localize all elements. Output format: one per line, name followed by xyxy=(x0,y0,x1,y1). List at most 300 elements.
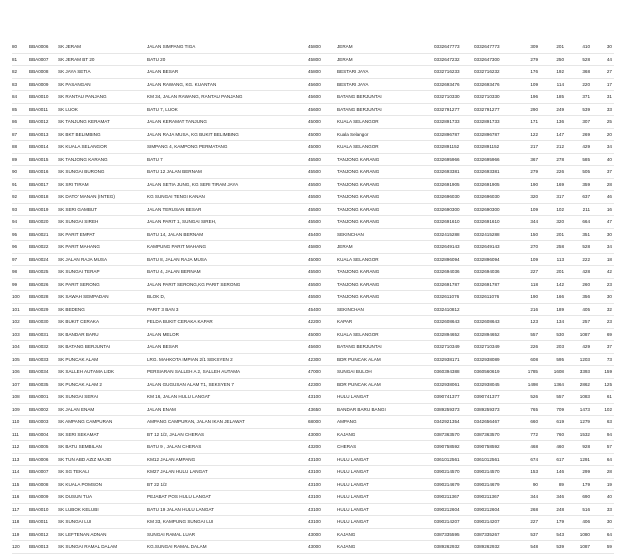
row-number: 84 xyxy=(12,94,18,99)
count-teachers: 18 xyxy=(606,256,612,262)
count-female: 212 xyxy=(556,144,564,149)
city: KUALA SELANGOR xyxy=(337,119,379,124)
postcode: 43100 xyxy=(308,494,321,499)
row-number: 103 xyxy=(12,331,20,337)
count-female: 113 xyxy=(556,256,564,262)
fax-number: 0332690300 xyxy=(474,206,500,212)
school-name: SK KUALA POMSON xyxy=(58,481,102,487)
count-male: 674 xyxy=(530,456,538,462)
school-name: SK AMPANG CAMPURAN xyxy=(58,419,113,424)
count-female: 250 xyxy=(556,56,564,62)
count-teachers: 34 xyxy=(606,144,612,149)
count-total: 211 xyxy=(582,206,590,212)
count-female: 557 xyxy=(556,394,564,399)
fax-number: 0387335267 xyxy=(474,531,500,537)
city: HULU LANGAT xyxy=(337,394,369,399)
count-total: 1291 xyxy=(579,456,590,462)
school-code: BBA0011 xyxy=(29,106,49,112)
count-female: 226 xyxy=(556,169,564,174)
count-teachers: 32 xyxy=(606,306,612,312)
phone-number: 0332694036 xyxy=(434,269,460,274)
count-male: 122 xyxy=(530,131,538,137)
table-row xyxy=(12,241,614,254)
count-total: 516 xyxy=(582,506,590,512)
school-code: BBA0008 xyxy=(29,481,49,487)
count-teachers: 27 xyxy=(606,69,612,74)
count-female: 1364 xyxy=(553,381,564,387)
count-female: 201 xyxy=(556,231,564,237)
count-teachers: 64 xyxy=(606,456,612,462)
fax-number: 0332891733 xyxy=(474,119,500,124)
row-number: 104 xyxy=(12,344,20,349)
fax-number: 0332693381 xyxy=(474,169,500,174)
count-teachers: 61 xyxy=(606,394,612,399)
table-row xyxy=(12,391,614,404)
count-female: 249 xyxy=(556,106,564,112)
fax-number: 0332716232 xyxy=(474,69,500,74)
count-male: 216 xyxy=(530,306,538,312)
fax-number: 0361012561 xyxy=(474,456,500,462)
postcode: 42300 xyxy=(308,381,321,387)
row-number: 116 xyxy=(12,494,20,499)
count-teachers: 44 xyxy=(606,56,612,62)
school-address: BATU 19 JALAN HULU LANGAT xyxy=(147,506,214,512)
postcode: 43200 xyxy=(308,444,321,449)
count-male: 190 xyxy=(530,181,538,187)
school-address: JALAN TERUSAN BESAR xyxy=(147,206,202,212)
fax-number: 0332710349 xyxy=(474,344,500,349)
count-teachers: 23 xyxy=(606,281,612,287)
count-male: 123 xyxy=(530,319,538,324)
postcode: 42200 xyxy=(308,319,321,324)
city: SUNGAI BULOH xyxy=(337,369,372,374)
phone-number: 0332891152 xyxy=(434,144,460,149)
table-row xyxy=(12,366,614,379)
fax-number: 0332415288 xyxy=(474,231,500,237)
city: BATANG BERJUNTAI xyxy=(337,94,382,99)
postcode: 43100 xyxy=(308,519,321,524)
school-code: BBA0011 xyxy=(29,519,49,524)
count-total: 429 xyxy=(582,144,590,149)
row-number: 100 xyxy=(12,294,20,299)
school-name: SK SERI SEKAMAT xyxy=(58,431,100,437)
city: KAJANG xyxy=(337,531,356,537)
school-address: JALAN BESAR xyxy=(147,344,179,349)
count-male: 90 xyxy=(532,481,538,487)
city: HULU LANGAT xyxy=(337,494,369,499)
school-address: KM 34, JALAN RAWANG, RANTAU PANJANG xyxy=(147,94,243,99)
count-male: 227 xyxy=(530,269,538,274)
count-male: 290 xyxy=(530,106,538,112)
city: HULU LANGAT xyxy=(337,506,369,512)
school-code: BBA0015 xyxy=(29,156,49,162)
school-code: BBA0018 xyxy=(29,194,49,199)
count-female: 619 xyxy=(556,419,564,424)
school-name: SK SUNGAI BURONG xyxy=(58,169,105,174)
school-name: SK SUNGAI RAMAL DALAM xyxy=(58,544,118,549)
count-total: 1279 xyxy=(579,419,590,424)
table-row xyxy=(12,416,614,429)
school-code: BBA0012 xyxy=(29,119,49,124)
postcode: 45500 xyxy=(308,181,321,187)
phone-number: 0332896094 xyxy=(434,256,460,262)
count-teachers: 28 xyxy=(606,469,612,474)
count-male: 118 xyxy=(530,281,538,287)
count-male: 270 xyxy=(530,244,538,249)
count-total: 359 xyxy=(582,181,590,187)
postcode: 45400 xyxy=(308,306,321,312)
count-female: 142 xyxy=(556,281,564,287)
count-female: 136 xyxy=(556,119,564,124)
phone-number: 0332716233 xyxy=(434,69,460,74)
school-name: SK RANTAU PANJANG xyxy=(58,94,107,99)
count-male: 320 xyxy=(530,194,538,199)
school-code: BBA0013 xyxy=(29,131,49,137)
school-address: BATU 4, JALAN BERNAM xyxy=(147,269,201,274)
count-male: 309 xyxy=(530,44,538,49)
count-teachers: 30 xyxy=(606,44,612,49)
phone-number: 0332696030 xyxy=(434,194,460,199)
count-total: 637 xyxy=(582,194,590,199)
table-row xyxy=(12,529,614,542)
city: KUALA SELANGOR xyxy=(337,256,379,262)
row-number: 108 xyxy=(12,394,20,399)
school-address: JALAN PARIT 1, SUNGAI SIREH, xyxy=(147,219,217,224)
count-total: 1203 xyxy=(579,356,590,362)
count-total: 1532 xyxy=(579,431,590,437)
postcode: 43100 xyxy=(308,394,321,399)
row-number: 83 xyxy=(12,81,18,87)
table-row xyxy=(12,41,614,54)
school-table xyxy=(12,41,614,554)
school-name: SK TUN ABD AZIZ MAJID xyxy=(58,456,112,462)
postcode: 45800 xyxy=(308,69,321,74)
row-number: 96 xyxy=(12,244,18,249)
phone-number: 0332894652 xyxy=(434,331,460,337)
school-name: SK PUNCAK ALAM 2 xyxy=(58,381,102,387)
school-address: JALAN GUGUSAN ALAM T1, SEKSYEN 7 xyxy=(147,381,234,387)
table-row xyxy=(12,454,614,467)
postcode: 45600 xyxy=(308,94,321,99)
school-name: SK SALLEH AUTAMA LIDK xyxy=(58,369,115,374)
phone-number: 0332938171 xyxy=(434,356,460,362)
fax-number: 0332891152 xyxy=(474,144,500,149)
school-name: SK BUKIT CERAKA xyxy=(58,319,100,324)
phone-number: 0332647773 xyxy=(434,44,460,49)
table-row xyxy=(12,316,614,329)
count-total: 371 xyxy=(582,94,590,99)
count-female: 760 xyxy=(556,431,564,437)
count-teachers: 30 xyxy=(606,519,612,524)
count-total: 1087 xyxy=(579,544,590,549)
school-name: SK TANJUNG KERAMAT xyxy=(58,119,110,124)
city: JERAM xyxy=(337,56,353,62)
row-number: 90 xyxy=(12,169,18,174)
fax-number: 0389259373 xyxy=(474,406,500,412)
count-female: 169 xyxy=(556,181,564,187)
fax-number: 0332896787 xyxy=(474,131,500,137)
school-code: BBA0031 xyxy=(29,331,49,337)
school-code: BBA0034 xyxy=(29,369,49,374)
count-female: 258 xyxy=(556,244,564,249)
school-code: BBA0007 xyxy=(29,469,49,474)
count-male: 226 xyxy=(530,344,538,349)
count-total: 351 xyxy=(582,231,590,237)
count-teachers: 69 xyxy=(606,331,612,337)
school-address: KM 33, KAMPUNG SUNGAI LUI xyxy=(147,519,214,524)
postcode: 45000 xyxy=(308,331,321,337)
count-teachers: 59 xyxy=(606,544,612,549)
school-address: JALAN BESAR xyxy=(147,69,179,74)
postcode: 45800 xyxy=(308,56,321,62)
postcode: 68000 xyxy=(308,419,321,424)
count-male: 217 xyxy=(530,144,538,149)
count-total: 1083 xyxy=(579,394,590,399)
row-number: 86 xyxy=(12,119,18,124)
school-code: BBA0017 xyxy=(29,181,49,187)
school-name: SK DUSUN TUA xyxy=(58,494,93,499)
phone-number: 0390211367 xyxy=(434,494,460,499)
count-total: 257 xyxy=(582,319,590,324)
count-total: 260 xyxy=(582,281,590,287)
count-male: 268 xyxy=(530,506,538,512)
school-address: JALAN ENAM xyxy=(147,406,176,412)
count-male: 344 xyxy=(530,219,538,224)
school-name: SK LEFTENAN ADNAN xyxy=(58,531,107,537)
count-female: 1608 xyxy=(553,369,564,374)
count-teachers: 57 xyxy=(606,444,612,449)
count-teachers: 20 xyxy=(606,131,612,137)
count-teachers: 64 xyxy=(606,531,612,537)
school-code: BBA0006 xyxy=(29,44,49,49)
postcode: 43100 xyxy=(308,481,321,487)
city: TANJONG KARANG xyxy=(337,219,380,224)
school-name: SK PARIT EMPAT xyxy=(58,231,95,237)
city: TANJONG KARANG xyxy=(337,269,380,274)
school-name: SK BANDAR BARU xyxy=(58,331,99,337)
count-total: 220 xyxy=(582,81,590,87)
phone-number: 0332791277 xyxy=(434,106,460,112)
row-number: 105 xyxy=(12,356,20,362)
count-teachers: 46 xyxy=(606,194,612,199)
fax-number: 0332691787 xyxy=(474,281,500,287)
count-total: 307 xyxy=(582,119,590,124)
count-total: 664 xyxy=(582,219,590,224)
school-code: BBA0024 xyxy=(29,256,49,262)
school-name: SK LUBOK KELUBI xyxy=(58,506,99,512)
city: BATANG BERJUNTAI xyxy=(337,106,382,112)
count-female: 539 xyxy=(556,544,564,549)
postcode: 43100 xyxy=(308,506,321,512)
school-code: BBA0009 xyxy=(29,81,49,87)
table-row xyxy=(12,466,614,479)
school-name: SK BATU SEMBILAN xyxy=(58,444,102,449)
table-row xyxy=(12,229,614,242)
school-address: BLOK D, xyxy=(147,294,166,299)
table-row xyxy=(12,279,614,292)
count-total: 179 xyxy=(582,481,590,487)
fax-number: 0390211367 xyxy=(474,494,500,499)
table-row xyxy=(12,266,614,279)
count-male: 608 xyxy=(530,356,538,362)
count-male: 367 xyxy=(530,156,538,162)
count-total: 299 xyxy=(582,469,590,474)
phone-number: 0332710330 xyxy=(434,94,460,99)
count-teachers: 33 xyxy=(606,106,612,112)
school-name: SK SRI TIRAM xyxy=(58,181,89,187)
count-teachers: 19 xyxy=(606,481,612,487)
school-address: BATU 7, LUOK xyxy=(147,106,178,112)
count-male: 344 xyxy=(530,494,538,499)
fax-number: 0332710330 xyxy=(474,94,500,99)
phone-number: 0389259373 xyxy=(434,406,460,412)
count-teachers: 31 xyxy=(606,94,612,99)
city: JERAM xyxy=(337,44,353,49)
count-total: 2862 xyxy=(579,381,590,387)
postcode: 45500 xyxy=(308,281,321,287)
table-row xyxy=(12,129,614,142)
row-number: 114 xyxy=(12,469,20,474)
school-code: BBA0012 xyxy=(29,531,49,537)
city: BDR PUNCAK ALAM xyxy=(337,381,381,387)
school-name: SK JALAN ENAM xyxy=(58,406,95,412)
school-name: SK PUNCAK ALAM xyxy=(58,356,99,362)
count-female: 617 xyxy=(556,456,564,462)
count-total: 690 xyxy=(582,494,590,499)
fax-number: 0390214570 xyxy=(474,469,500,474)
school-address: BT 12 1/2, JALAN CHERAS xyxy=(147,431,205,437)
count-teachers: 37 xyxy=(606,344,612,349)
phone-number: 0332891733 xyxy=(434,119,460,124)
count-female: 134 xyxy=(556,319,564,324)
count-total: 410 xyxy=(582,44,590,49)
phone-number: 0332691905 xyxy=(434,181,460,187)
city: HULU LANGAT xyxy=(337,481,369,487)
school-code: BBA0021 xyxy=(29,231,49,237)
row-number: 99 xyxy=(12,281,18,287)
count-male: 109 xyxy=(530,81,538,87)
row-number: 81 xyxy=(12,56,18,62)
school-code: BBA0020 xyxy=(29,219,49,224)
school-address: FELDA BUKIT CERAKA KAPAR xyxy=(147,319,213,324)
count-female: 530 xyxy=(556,331,564,337)
count-female: 147 xyxy=(556,131,564,137)
postcode: 45600 xyxy=(308,344,321,349)
count-teachers: 33 xyxy=(606,506,612,512)
city: KUALA SELANGOR xyxy=(337,331,379,337)
count-female: 203 xyxy=(556,344,564,349)
school-address: KM12 JALAN AMPANG xyxy=(147,456,196,462)
postcode: 43000 xyxy=(308,431,321,437)
phone-number: 0390741377 xyxy=(434,394,460,399)
count-total: 269 xyxy=(582,131,590,137)
count-total: 405 xyxy=(582,306,590,312)
table-row xyxy=(12,204,614,217)
count-teachers: 125 xyxy=(604,381,612,387)
school-address: JALAN MELOR xyxy=(147,331,179,337)
school-address: JALAN SIMPANG TIGA xyxy=(147,44,196,49)
count-male: 153 xyxy=(530,469,538,474)
row-number: 88 xyxy=(12,144,18,149)
row-number: 120 xyxy=(12,544,20,549)
school-name: SK KUALA SELANGOR xyxy=(58,144,108,149)
count-total: 429 xyxy=(582,344,590,349)
phone-number: 0332691787 xyxy=(434,281,460,287)
fax-number: 0342656467 xyxy=(474,419,500,424)
fax-number: 0387363570 xyxy=(474,431,500,437)
phone-number: 0332693381 xyxy=(434,169,460,174)
count-teachers: 94 xyxy=(606,431,612,437)
table-row xyxy=(12,354,614,367)
count-male: 150 xyxy=(530,231,538,237)
row-number: 115 xyxy=(12,481,20,487)
count-total: 222 xyxy=(582,256,590,262)
postcode: 45800 xyxy=(308,244,321,249)
count-teachers: 37 xyxy=(606,169,612,174)
count-teachers: 102 xyxy=(604,406,612,412)
fax-number: 0332693476 xyxy=(474,81,500,87)
school-address: SUNGAI RAMAL LUAR xyxy=(147,531,196,537)
count-total: 928 xyxy=(582,444,590,449)
count-total: 1087 xyxy=(579,331,590,337)
count-teachers: 16 xyxy=(606,206,612,212)
school-address: AMPANG CAMPURAN, JALAN IKAN JELAWAT xyxy=(147,419,245,424)
postcode: 45500 xyxy=(308,219,321,224)
count-female: 114 xyxy=(556,81,564,87)
table-row xyxy=(12,254,614,267)
city: BANDAR BARU BANGI xyxy=(337,406,386,412)
count-total: 406 xyxy=(582,519,590,524)
row-number: 109 xyxy=(12,406,20,412)
row-number: 92 xyxy=(12,194,18,199)
count-male: 526 xyxy=(530,394,538,399)
phone-number: 0390214570 xyxy=(434,469,460,474)
school-name: SK SUNGAI TERAP xyxy=(58,269,100,274)
school-code: BBA0029 xyxy=(29,306,49,312)
count-female: 166 xyxy=(556,294,564,299)
phone-number: 0332691610 xyxy=(434,219,460,224)
row-number: 85 xyxy=(12,106,18,112)
count-female: 543 xyxy=(556,531,564,537)
postcode: 45500 xyxy=(308,194,321,199)
count-total: 3393 xyxy=(579,369,590,374)
table-row xyxy=(12,479,614,492)
school-name: SK SUNGAI SIREH xyxy=(58,219,99,224)
city: HULU LANGAT xyxy=(337,469,369,474)
school-name: SK SG TEKALI xyxy=(58,469,90,474)
fax-number: 0390758592 xyxy=(474,444,500,449)
postcode: 45000 xyxy=(308,131,321,137)
count-female: 89 xyxy=(558,481,564,487)
row-number: 93 xyxy=(12,206,18,212)
postcode: 45600 xyxy=(308,106,321,112)
city: Kuala Selangor xyxy=(337,131,369,137)
phone-number: 0332690300 xyxy=(434,206,460,212)
city: TANJONG KARANG xyxy=(337,181,380,187)
school-address: BATU 9 , JALAN CHERAS xyxy=(147,444,202,449)
phone-number: 0332896787 xyxy=(434,131,460,137)
fax-number: 0389262932 xyxy=(474,544,500,549)
fax-number: 0332691905 xyxy=(474,181,500,187)
city: SEKINCHAN xyxy=(337,231,364,237)
count-total: 356 xyxy=(582,294,590,299)
fax-number: 0332791277 xyxy=(474,106,500,112)
school-address: KG SUNGAI TENGI KANAN xyxy=(147,194,205,199)
table-row xyxy=(12,79,614,92)
count-female: 146 xyxy=(556,469,564,474)
count-male: 279 xyxy=(530,169,538,174)
phone-number: 0332415288 xyxy=(434,231,460,237)
